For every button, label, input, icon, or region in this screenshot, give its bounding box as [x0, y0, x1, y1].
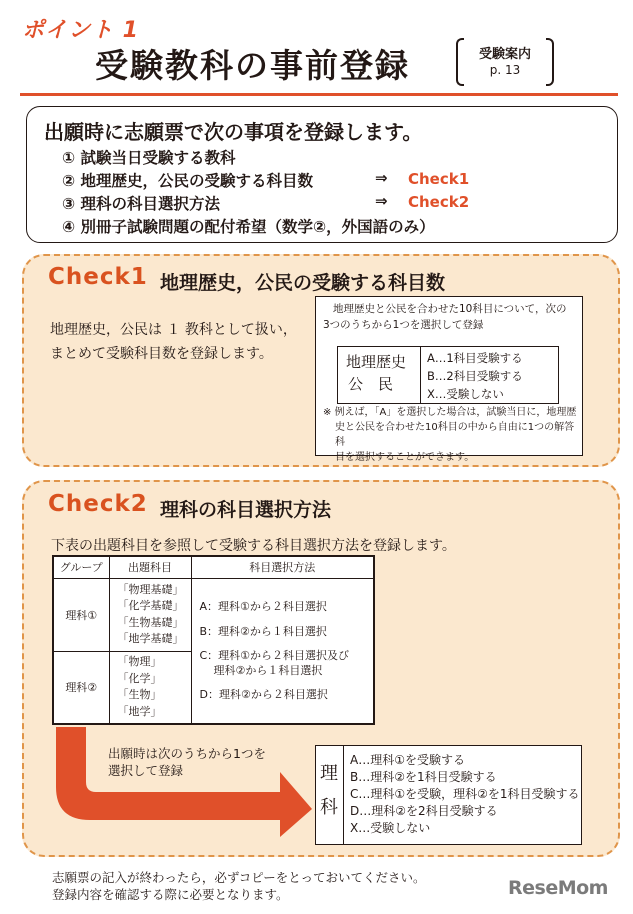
check1-reference: Check1 [408, 170, 470, 188]
arrow-note-line: 選択して登録 [108, 763, 184, 778]
description-line: まとめて受験科目数を登録します。 [50, 346, 273, 362]
check1-description [50, 318, 297, 366]
arrow-shape [56, 727, 312, 837]
subject-item: 「物理」 [117, 655, 162, 669]
subject-item: 「地学」 [117, 704, 162, 718]
intro-item: ④ 別冊子試験問題の配付希望（数学②，外国語のみ） [62, 218, 435, 236]
science-option-c: C…理科①を受験，理科②を1科目受験する [350, 787, 580, 801]
footer-line: 登録内容を確認する際に必要となります。 [52, 887, 289, 902]
note-line: 史と公民を合わせた10科目の中から自由に1つの解答科 [335, 422, 575, 448]
method-c-line: 理科②から１科目選択 [213, 664, 323, 678]
check1-note [323, 405, 581, 465]
check1-title: 地理歴史，公民の受験する科目数 [160, 272, 446, 294]
subject-item: 「地学基礎」 [117, 632, 184, 645]
intro-item: ① 試験当日受験する教科 [62, 149, 236, 167]
box-heading-line: 3つのうちから1つを選択して登録 [323, 319, 484, 331]
reference-label: 受験案内 [478, 47, 531, 62]
resemom-logo: ReseMom [508, 877, 608, 899]
option-a: A…1科目受験する [427, 351, 523, 365]
arrow-icon: ⇒ [375, 169, 388, 187]
subject-item: 「生物基礎」 [117, 615, 184, 629]
method-a: A：理科①から２科目選択 [199, 600, 327, 614]
option-x: X…受験しない [427, 387, 504, 401]
subject-item: 「生物」 [117, 688, 162, 702]
science-option-x: X…受験しない [350, 821, 431, 835]
curved-arrow-icon [40, 727, 320, 837]
check1-box-heading [323, 301, 578, 333]
header-subjects: 出題科目 [109, 556, 191, 578]
box-heading-line: 地理歴史と公民を合わせた10科目について，次の [333, 303, 567, 315]
page-title: 受験教科の事前登録 [95, 46, 410, 85]
subject-list-cell [109, 578, 191, 651]
check2-title: 理科の科目選択方法 [160, 499, 332, 521]
footer-note [52, 869, 426, 903]
science-option-d: D…理科②を2科目受験する [350, 804, 498, 818]
method-b: B：理科②から１科目選択 [199, 625, 327, 639]
footer-line: 志願票の記入が終わったら，必ずコピーをとっておいてください。 [52, 870, 426, 885]
description-line: 地理歴史，公民は １ 教科として扱い， [50, 322, 297, 338]
check2-label: Check2 [48, 491, 148, 517]
group-cell: 理科② [53, 651, 109, 724]
option-box-divider [343, 745, 344, 845]
science-option-b: B…理科②を1科目受験する [350, 770, 497, 784]
arrow-note [108, 745, 266, 779]
method-d: D：理科②から２科目選択 [199, 688, 328, 702]
option-b: B…2科目受験する [427, 369, 523, 383]
subject-item: 「化学」 [117, 671, 162, 685]
subject-item: 「化学基礎」 [117, 599, 184, 612]
method-c [192, 644, 374, 682]
note-line: ※ 例えば，「A」を選択した場合は，試験当日に，地理歴 [323, 407, 577, 418]
science-option-a: A…理科①を受験する [350, 753, 465, 767]
header-method: 科目選択方法 [191, 556, 374, 578]
check2-lead-text: 下表の出題科目を参照して受験する科目選択方法を登録します。 [51, 538, 456, 554]
title-divider [20, 93, 618, 96]
intro-heading: 出願時に志願票で次の事項を登録します。 [44, 120, 423, 144]
method-c-line: C：理科①から２科目選択及び [199, 649, 350, 663]
subject-item: 「物理基礎」 [117, 582, 184, 596]
table-row [53, 578, 374, 651]
reference-page: p. 13 [489, 63, 521, 77]
subject-list-cell [109, 651, 191, 724]
note-line: 目を選択することができます。 [335, 452, 475, 463]
arrow-icon: ⇒ [375, 192, 388, 210]
group-cell: 理科① [53, 578, 109, 651]
science-subject-table [52, 555, 375, 725]
arrow-note-line: 出願時は次のうちから1つを [108, 746, 266, 761]
header-group: グループ [53, 556, 109, 578]
intro-item: ② 地理歴史，公民の受験する科目数 [62, 172, 314, 190]
subject-geography-history: 地理歴史 [346, 353, 407, 371]
reference-box [456, 38, 554, 86]
subject-civics: 公 民 [348, 375, 394, 393]
check2-reference: Check2 [408, 193, 470, 211]
table-header-row [53, 556, 374, 578]
rika-label-char: 理 [320, 763, 338, 784]
check1-label: Check1 [48, 264, 148, 290]
rika-label-char: 科 [320, 797, 338, 818]
intro-item: ③ 理科の科目選択方法 [62, 195, 221, 213]
point-label: ポイント 1 [22, 18, 139, 43]
method-cell [191, 578, 374, 724]
